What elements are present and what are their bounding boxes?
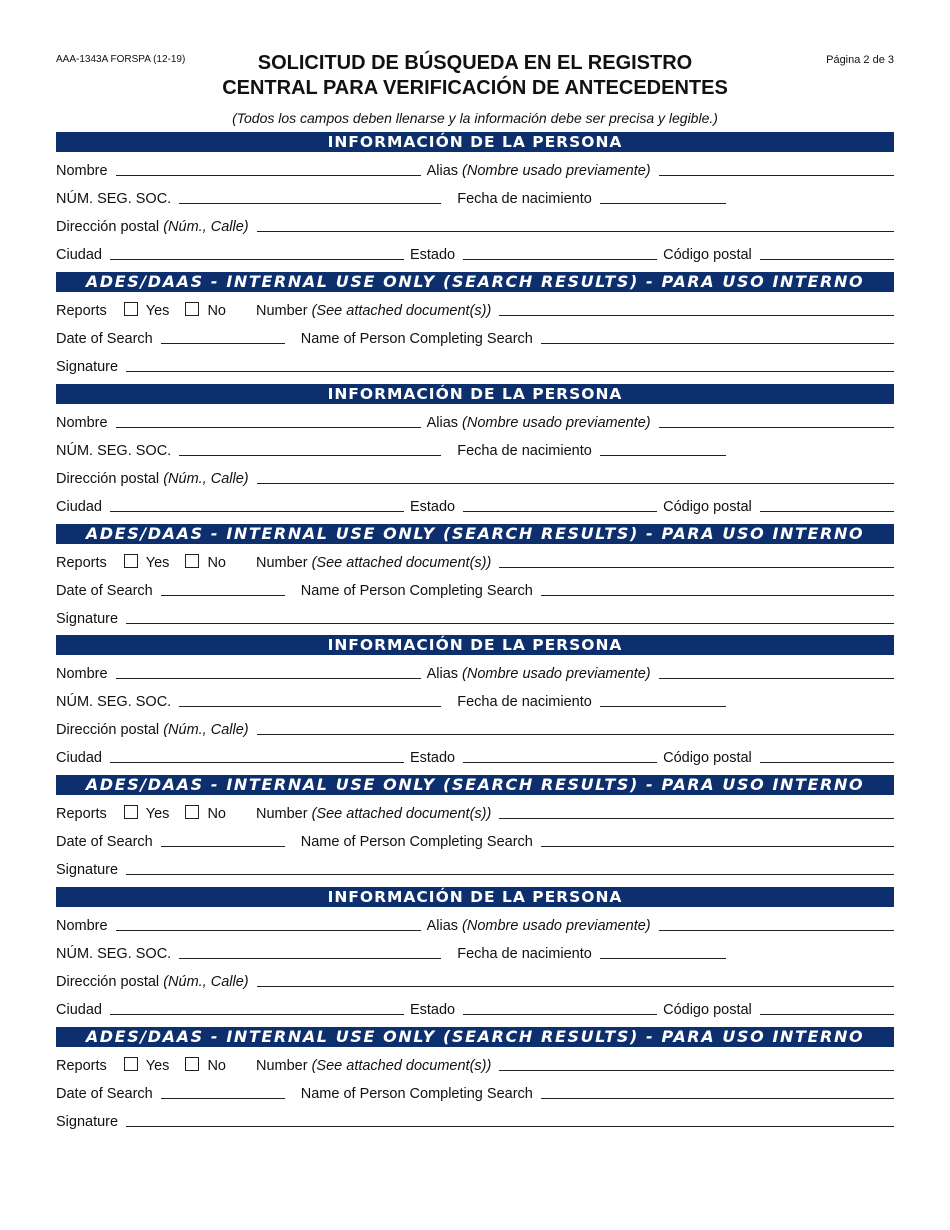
reports-row — [56, 1055, 894, 1075]
reports-label: Reports — [56, 806, 107, 822]
signature-row — [56, 608, 894, 628]
completing-person-field[interactable] — [541, 832, 894, 847]
reports-yes-checkbox[interactable] — [124, 805, 138, 819]
completing-person-label: Name of Person Completing Search — [300, 583, 533, 599]
person-info-heading: INFORMACIÓN DE LA PERSONA — [56, 635, 894, 655]
alias-field[interactable] — [659, 413, 894, 428]
name-field[interactable] — [116, 413, 421, 428]
zip-label: Código postal — [663, 499, 752, 515]
address-field[interactable] — [257, 217, 894, 232]
date-of-search-label: Date of Search — [56, 834, 153, 850]
city-field[interactable] — [110, 748, 404, 763]
state-label: Estado — [409, 1002, 456, 1018]
date-of-search-field[interactable] — [161, 1084, 285, 1099]
ssn-label: NÚM. SEG. SOC. — [56, 443, 172, 459]
date-row — [56, 328, 894, 348]
yes-label: Yes — [145, 555, 170, 571]
ssn-row — [56, 943, 894, 963]
reports-no-checkbox[interactable] — [185, 302, 199, 316]
ssn-field[interactable] — [179, 189, 441, 204]
yes-label: Yes — [145, 1058, 170, 1074]
number-label: Number (See attached document(s)) — [255, 806, 492, 822]
reports-yes-checkbox[interactable] — [124, 302, 138, 316]
number-label: Number (See attached document(s)) — [255, 555, 492, 571]
address-row — [56, 971, 894, 991]
zip-field[interactable] — [760, 748, 894, 763]
reports-no-checkbox[interactable] — [185, 1057, 199, 1071]
name-field[interactable] — [116, 161, 421, 176]
state-label: Estado — [409, 499, 456, 515]
internal-use-heading: ADES/DAAS - INTERNAL USE ONLY (SEARCH RESULTS) - PARA USO INTERNO — [56, 775, 894, 795]
dob-field[interactable] — [600, 692, 726, 707]
ssn-field[interactable] — [179, 944, 441, 959]
completing-person-field[interactable] — [541, 581, 894, 596]
city-label: Ciudad — [56, 1002, 102, 1018]
no-label: No — [207, 1058, 226, 1074]
name-field[interactable] — [116, 664, 421, 679]
address-label: Dirección postal (Núm., Calle) — [56, 471, 249, 487]
signature-field[interactable] — [126, 609, 894, 624]
address-field[interactable] — [257, 720, 894, 735]
completing-person-label: Name of Person Completing Search — [300, 834, 533, 850]
state-field[interactable] — [463, 497, 657, 512]
city-field[interactable] — [110, 1000, 404, 1015]
city-label: Ciudad — [56, 750, 102, 766]
state-field[interactable] — [463, 245, 657, 260]
no-label: No — [207, 303, 226, 319]
yes-label: Yes — [145, 806, 170, 822]
reports-no-checkbox[interactable] — [185, 554, 199, 568]
person-info-heading: INFORMACIÓN DE LA PERSONA — [56, 384, 894, 404]
date-of-search-label: Date of Search — [56, 1086, 153, 1102]
reports-no-checkbox[interactable] — [185, 805, 199, 819]
name-label: Nombre — [56, 415, 108, 431]
signature-field[interactable] — [126, 357, 894, 372]
signature-field[interactable] — [126, 860, 894, 875]
date-of-search-field[interactable] — [161, 581, 285, 596]
internal-use-heading: ADES/DAAS - INTERNAL USE ONLY (SEARCH RESULTS) - PARA USO INTERNO — [56, 1027, 894, 1047]
title-line-2: CENTRAL PARA VERIFICACIÓN DE ANTECEDENTES — [222, 77, 728, 99]
reports-label: Reports — [56, 1058, 107, 1074]
zip-label: Código postal — [663, 247, 752, 263]
date-of-search-field[interactable] — [161, 832, 285, 847]
person-info-heading: INFORMACIÓN DE LA PERSONA — [56, 887, 894, 907]
completing-person-field[interactable] — [541, 1084, 894, 1099]
city-row — [56, 496, 894, 516]
ssn-label: NÚM. SEG. SOC. — [56, 191, 172, 207]
address-label: Dirección postal (Núm., Calle) — [56, 219, 249, 235]
ssn-row — [56, 440, 894, 460]
address-field[interactable] — [257, 469, 894, 484]
address-row — [56, 719, 894, 739]
name-row — [56, 160, 894, 180]
ssn-row — [56, 188, 894, 208]
signature-row — [56, 356, 894, 376]
zip-label: Código postal — [663, 1002, 752, 1018]
person-info-heading: INFORMACIÓN DE LA PERSONA — [56, 132, 894, 152]
date-row — [56, 580, 894, 600]
dob-label: Fecha de nacimiento — [457, 694, 592, 710]
ssn-field[interactable] — [179, 692, 441, 707]
number-field[interactable] — [499, 301, 894, 316]
city-label: Ciudad — [56, 247, 102, 263]
number-label: Number (See attached document(s)) — [255, 303, 492, 319]
signature-field[interactable] — [126, 1112, 894, 1127]
zip-field[interactable] — [760, 497, 894, 512]
name-label: Nombre — [56, 163, 108, 179]
dob-field[interactable] — [600, 441, 726, 456]
dob-field[interactable] — [600, 944, 726, 959]
alias-label: Alias (Nombre usado previamente) — [426, 163, 651, 179]
signature-label: Signature — [56, 611, 119, 627]
number-field[interactable] — [499, 1056, 894, 1071]
name-field[interactable] — [116, 916, 421, 931]
signature-row — [56, 859, 894, 879]
ssn-field[interactable] — [179, 441, 441, 456]
alias-field[interactable] — [659, 916, 894, 931]
reports-yes-checkbox[interactable] — [124, 554, 138, 568]
date-row — [56, 1083, 894, 1103]
alias-label: Alias (Nombre usado previamente) — [426, 918, 651, 934]
dob-field[interactable] — [600, 189, 726, 204]
date-row — [56, 831, 894, 851]
city-row — [56, 747, 894, 767]
no-label: No — [207, 555, 226, 571]
address-row — [56, 216, 894, 236]
name-row — [56, 663, 894, 683]
city-row — [56, 244, 894, 264]
name-label: Nombre — [56, 918, 108, 934]
signature-label: Signature — [56, 862, 119, 878]
alias-label: Alias (Nombre usado previamente) — [426, 666, 651, 682]
zip-field[interactable] — [760, 1000, 894, 1015]
ssn-label: NÚM. SEG. SOC. — [56, 694, 172, 710]
reports-row — [56, 803, 894, 823]
address-row — [56, 468, 894, 488]
number-label: Number (See attached document(s)) — [255, 1058, 492, 1074]
completing-person-label: Name of Person Completing Search — [300, 1086, 533, 1102]
completing-person-label: Name of Person Completing Search — [300, 331, 533, 347]
zip-label: Código postal — [663, 750, 752, 766]
reports-label: Reports — [56, 555, 107, 571]
state-label: Estado — [409, 750, 456, 766]
signature-label: Signature — [56, 359, 119, 375]
instructions: (Todos los campos deben llenarse y la información debe ser precisa y legible.) — [232, 110, 718, 126]
date-of-search-label: Date of Search — [56, 331, 153, 347]
page-number: Página 2 de 3 — [826, 54, 894, 66]
reports-yes-checkbox[interactable] — [124, 1057, 138, 1071]
date-of-search-label: Date of Search — [56, 583, 153, 599]
address-label: Dirección postal (Núm., Calle) — [56, 722, 249, 738]
internal-use-heading: ADES/DAAS - INTERNAL USE ONLY (SEARCH RESULTS) - PARA USO INTERNO — [56, 524, 894, 544]
city-field[interactable] — [110, 497, 404, 512]
date-of-search-field[interactable] — [161, 329, 285, 344]
dob-label: Fecha de nacimiento — [457, 191, 592, 207]
zip-field[interactable] — [760, 245, 894, 260]
city-label: Ciudad — [56, 499, 102, 515]
ssn-label: NÚM. SEG. SOC. — [56, 946, 172, 962]
address-field[interactable] — [257, 972, 894, 987]
form-id: AAA-1343A FORSPA (12-19) — [56, 54, 186, 65]
state-field[interactable] — [463, 1000, 657, 1015]
dob-label: Fecha de nacimiento — [457, 946, 592, 962]
state-label: Estado — [409, 247, 456, 263]
name-label: Nombre — [56, 666, 108, 682]
internal-use-heading: ADES/DAAS - INTERNAL USE ONLY (SEARCH RESULTS) - PARA USO INTERNO — [56, 272, 894, 292]
signature-row — [56, 1111, 894, 1131]
city-row — [56, 999, 894, 1019]
number-field[interactable] — [499, 804, 894, 819]
page-title — [0, 51, 950, 101]
dob-label: Fecha de nacimiento — [457, 443, 592, 459]
name-row — [56, 915, 894, 935]
alias-label: Alias (Nombre usado previamente) — [426, 415, 651, 431]
alias-field[interactable] — [659, 161, 894, 176]
signature-label: Signature — [56, 1114, 119, 1130]
reports-label: Reports — [56, 303, 107, 319]
address-label: Dirección postal (Núm., Calle) — [56, 974, 249, 990]
no-label: No — [207, 806, 226, 822]
name-row — [56, 412, 894, 432]
city-field[interactable] — [110, 245, 404, 260]
reports-row — [56, 300, 894, 320]
completing-person-field[interactable] — [541, 329, 894, 344]
reports-row — [56, 552, 894, 572]
ssn-row — [56, 691, 894, 711]
number-field[interactable] — [499, 553, 894, 568]
state-field[interactable] — [463, 748, 657, 763]
yes-label: Yes — [145, 303, 170, 319]
title-line-1: SOLICITUD DE BÚSQUEDA EN EL REGISTRO — [257, 52, 693, 74]
alias-field[interactable] — [659, 664, 894, 679]
